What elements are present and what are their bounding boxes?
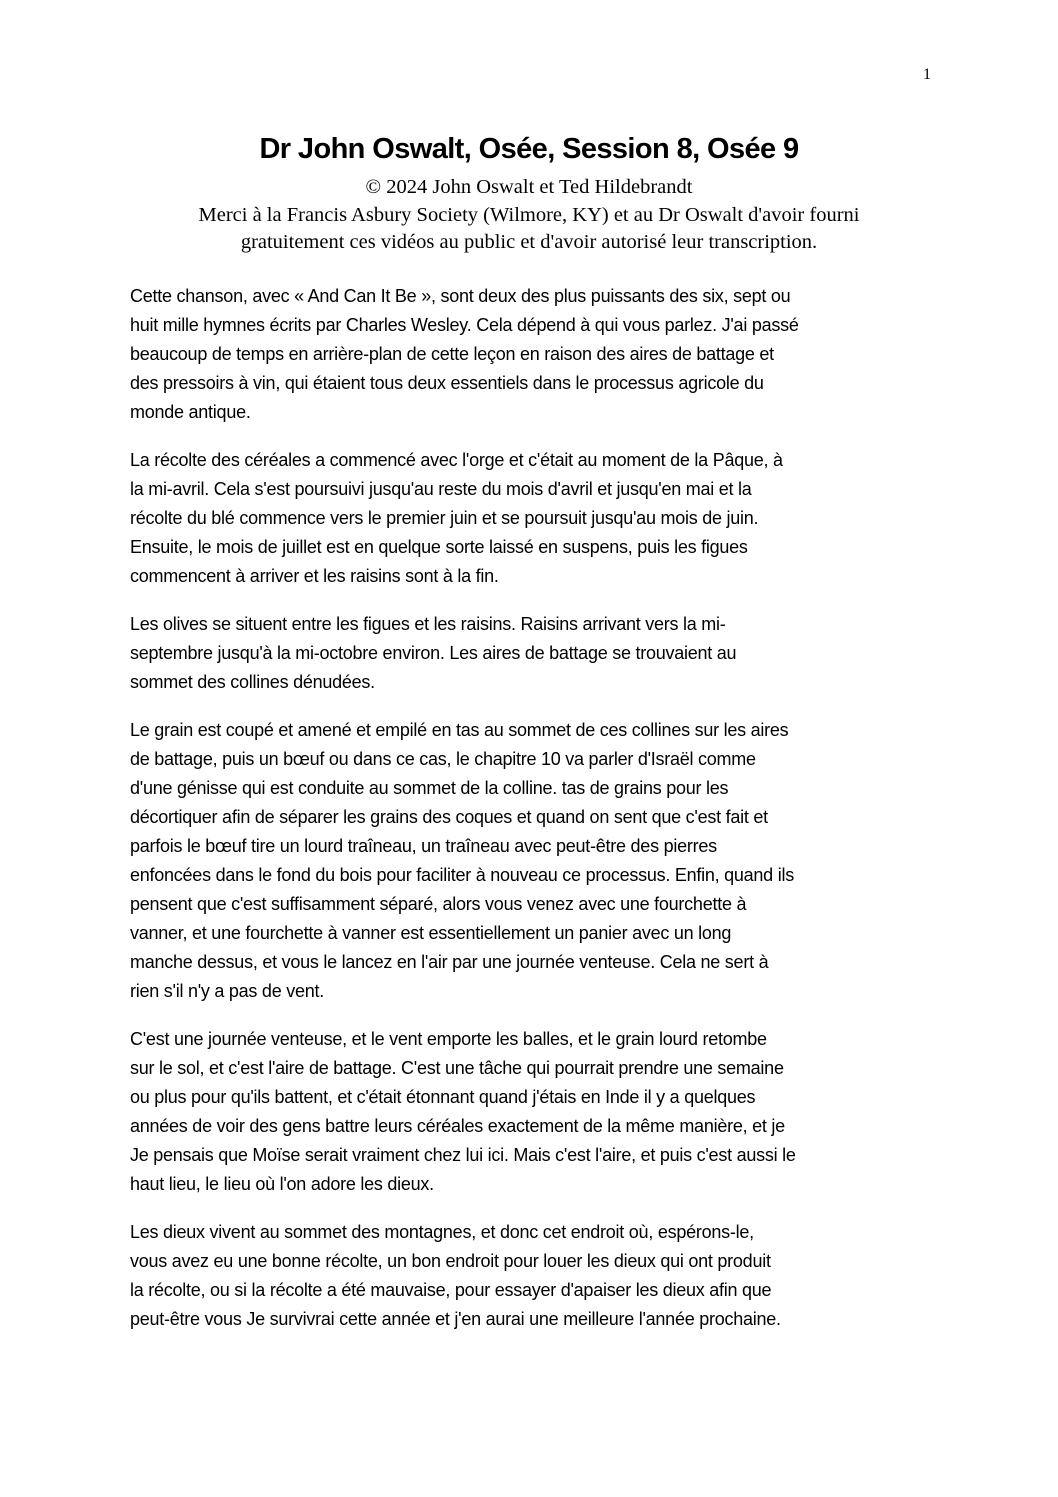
- text-line: peut-être vous Je survivrai cette année et j'en aurai une meilleure l'année prochaine.: [130, 1309, 781, 1329]
- paragraph: [130, 282, 940, 427]
- text-line: vous avez eu une bonne récolte, un bon endroit pour louer les dieux qui ont produit: [130, 1251, 771, 1271]
- text-line: monde antique.: [130, 402, 251, 422]
- text-line: beaucoup de temps en arrière-plan de cette leçon en raison des aires de battage et: [130, 344, 774, 364]
- text-line: C'est une journée venteuse, et le vent emporte les balles, et le grain lourd retombe: [130, 1029, 767, 1049]
- acknowledgement-line: gratuitement ces vidéos au public et d'avoir autorisé leur transcription.: [240, 231, 818, 253]
- text-line: enfoncées dans le fond du bois pour faciliter à nouveau ce processus. Enfin, quand ils: [130, 865, 794, 885]
- text-line: haut lieu, le lieu où l'on adore les dieux.: [130, 1174, 434, 1194]
- text-line: manche dessus, et vous le lancez en l'air par une journée venteuse. Cela ne sert à: [130, 952, 769, 972]
- paragraph: [130, 1218, 940, 1334]
- document-body: [130, 282, 940, 1353]
- text-line: décortiquer afin de séparer les grains des coques et quand on sent que c'est fait et: [130, 807, 768, 827]
- paragraph: [130, 716, 940, 1006]
- acknowledgement-line: Merci à la Francis Asbury Society (Wilmore, KY) et au Dr Oswalt d'avoir fourni: [198, 203, 860, 226]
- text-line: septembre jusqu'à la mi-octobre environ. Les aires de battage se trouvaient au: [130, 643, 737, 663]
- text-line: commencent à arriver et les raisins sont à la fin.: [130, 566, 499, 586]
- text-line: Les olives se situent entre les figues et les raisins. Raisins arrivant vers la mi-: [130, 614, 726, 634]
- text-line: vanner, et une fourchette à vanner est essentiellement un panier avec un long: [130, 923, 732, 943]
- text-line: sur le sol, et c'est l'aire de battage. C'est une tâche qui pourrait prendre une semaine: [130, 1058, 784, 1078]
- text-line: de battage, puis un bœuf ou dans ce cas, le chapitre 10 va parler d'Israël comme: [130, 749, 756, 769]
- text-line: Les dieux vivent au sommet des montagnes, et donc cet endroit où, espérons-le,: [130, 1222, 754, 1242]
- text-line: années de voir des gens battre leurs céréales exactement de la même manière, et je: [130, 1116, 785, 1136]
- text-line: pensent que c'est suffisamment séparé, alors vous venez avec une fourchette à: [130, 894, 747, 914]
- text-line: Le grain est coupé et amené et empilé en tas au sommet de ces collines sur les aires: [130, 720, 789, 740]
- text-line: des pressoirs à vin, qui étaient tous deux essentiels dans le processus agricole du: [130, 373, 764, 393]
- copyright-line: © 2024 John Oswalt et Ted Hildebrandt: [365, 176, 693, 198]
- page-number: 1: [923, 66, 931, 83]
- text-line: Cette chanson, avec « And Can It Be », sont deux des plus puissants des six, sept ou: [130, 286, 791, 306]
- text-line: la mi-avril. Cela s'est poursuivi jusqu'au reste du mois d'avril et jusqu'en mai et la: [130, 479, 752, 499]
- text-line: sommet des collines dénudées.: [130, 672, 375, 692]
- text-line: d'une génisse qui est conduite au sommet de la colline. tas de grains pour les: [130, 778, 729, 798]
- text-line: huit mille hymnes écrits par Charles Wesley. Cela dépend à qui vous parlez. J'ai passé: [130, 315, 799, 335]
- paragraph: [130, 1025, 940, 1199]
- text-line: rien s'il n'y a pas de vent.: [130, 981, 324, 1001]
- text-line: récolte du blé commence vers le premier juin et se poursuit jusqu'au mois de juin.: [130, 508, 759, 528]
- text-line: parfois le bœuf tire un lourd traîneau, un traîneau avec peut-être des pierres: [130, 836, 717, 856]
- text-line: Je pensais que Moïse serait vraiment chez lui ici. Mais c'est l'aire, et puis c'est aussi le: [130, 1145, 796, 1165]
- text-line: la récolte, ou si la récolte a été mauvaise, pour essayer d'apaiser les dieux afin que: [130, 1280, 772, 1300]
- document-title: Dr John Oswalt, Osée, Session 8, Osée 9: [259, 133, 799, 165]
- paragraph: [130, 610, 940, 697]
- text-line: Ensuite, le mois de juillet est en quelque sorte laissé en suspens, puis les figues: [130, 537, 748, 557]
- subtitle-block: [0, 174, 1058, 257]
- text-line: La récolte des céréales a commencé avec l'orge et c'était au moment de la Pâque, à: [130, 450, 783, 470]
- paragraph: [130, 446, 940, 591]
- text-line: ou plus pour qu'ils battent, et c'était étonnant quand j'étais en Inde il y a quelques: [130, 1087, 756, 1107]
